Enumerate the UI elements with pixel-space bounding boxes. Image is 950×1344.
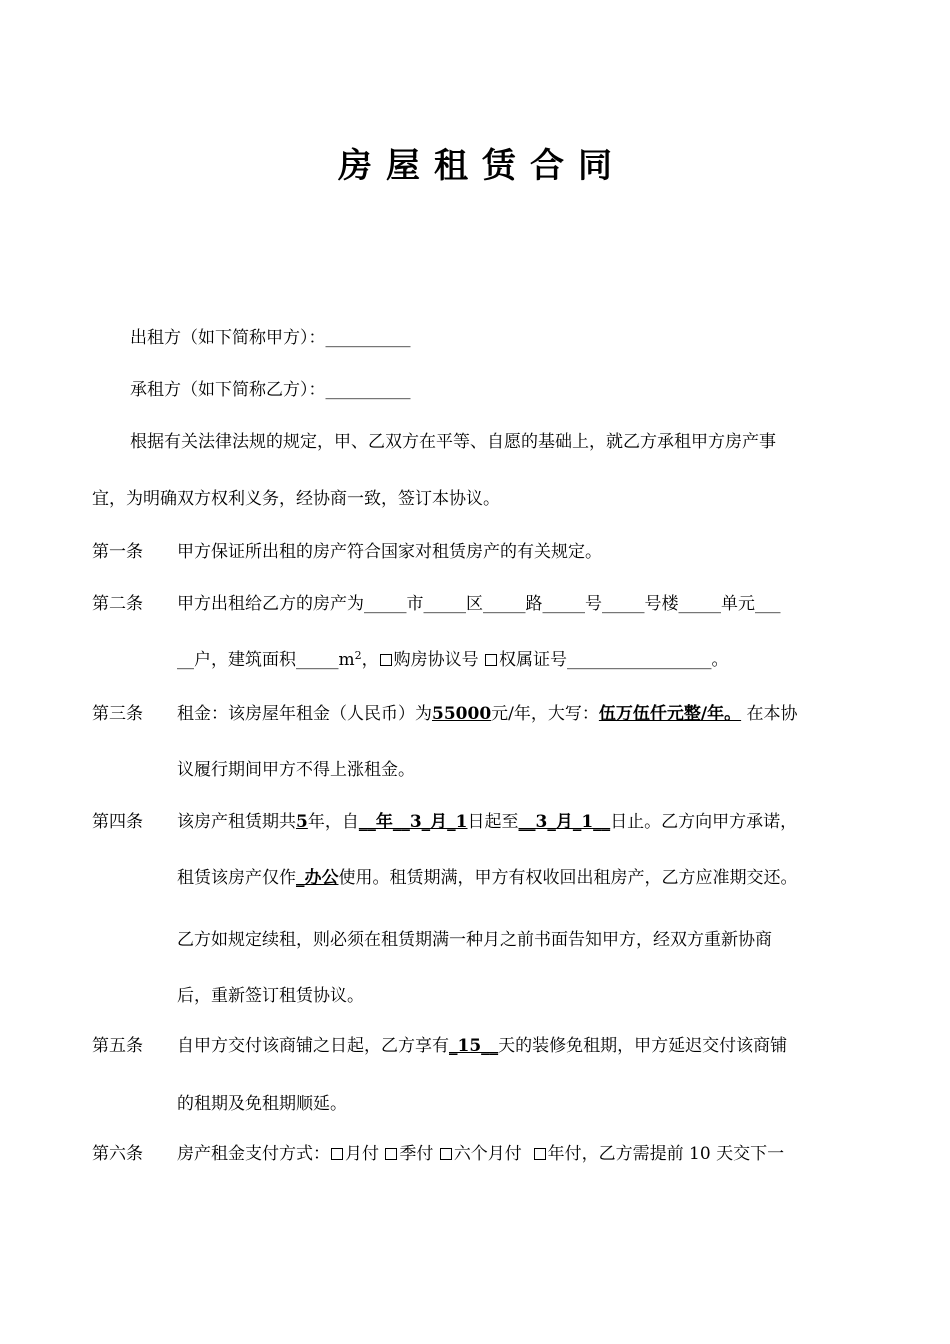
article-6-line-1	[177, 1142, 784, 1166]
article-4-text-c: 日起至	[467, 812, 519, 832]
lease-years: 5	[296, 812, 308, 832]
article-4-line-1	[177, 810, 797, 834]
party-b-label: 承租方（如下简称乙方）：	[130, 380, 326, 400]
checkbox-quarterly[interactable]	[385, 1148, 397, 1160]
party-a-label: 出租方（如下简称甲方）：	[130, 328, 326, 348]
lease-end-date: __3_月_1__	[518, 812, 611, 832]
article-2-comma: ，	[361, 650, 379, 670]
lease-start-date: __年__3_月_1	[358, 812, 468, 832]
article-4-text-b: 年，自	[307, 812, 359, 832]
checkbox-semiannual[interactable]	[440, 1148, 452, 1160]
option-purchase-agreement: 购房协议号	[393, 650, 479, 670]
article-4-text-e: 租赁该房产仅作	[177, 868, 296, 888]
article-3-text-b: 元/年，大写：	[491, 704, 599, 724]
article-1-line-1: 甲方保证所出租的房产符合国家对租赁房产的有关规定。	[177, 542, 602, 562]
checkbox-monthly[interactable]	[331, 1148, 343, 1160]
option-semiannual: 六个月付	[453, 1144, 522, 1164]
article-3-line-1	[177, 702, 798, 726]
article-3-label: 第三条	[92, 704, 143, 724]
option-yearly: 年付，乙方需提前 10 天交下一	[547, 1144, 785, 1164]
preamble-line-1: 根据有关法律法规的规定，甲、乙双方在平等、自愿的基础上，就乙方承租甲方房产事	[130, 432, 776, 452]
rent-free-days: _15__	[449, 1036, 499, 1056]
article-5-line-1	[177, 1034, 787, 1058]
article-4-line-3: 乙方如规定续租，则必须在租赁期满一种月之前书面告知甲方，经双方重新协商	[177, 930, 772, 950]
article-5-label: 第五条	[92, 1036, 143, 1056]
rent-amount: 55000	[432, 704, 492, 724]
article-6-label: 第六条	[92, 1144, 143, 1164]
article-4-label: 第四条	[92, 812, 143, 832]
party-b-blank: __________	[325, 380, 411, 400]
article-4-text-d: 日止。乙方向甲方承诺，	[610, 812, 798, 832]
article-2-area: __户，建筑面积_____m	[177, 650, 355, 670]
party-a-line	[130, 326, 411, 350]
preamble-line-2: 宜，为明确双方权利义务，经协商一致，签订本协议。	[92, 489, 500, 509]
article-2-label: 第二条	[92, 594, 143, 614]
article-5-text-a: 自甲方交付该商铺之日起，乙方享有	[177, 1036, 449, 1056]
article-3-text-a: 租金：该房屋年租金（人民币）为	[177, 704, 432, 724]
lease-usage: _办公	[296, 868, 339, 888]
document-title: 房屋租赁合同	[338, 146, 626, 186]
article-2-line-1: 甲方出租给乙方的房产为_____市_____区_____路_____号_____号楼_____单元___	[177, 594, 781, 614]
article-1-label: 第一条	[92, 542, 143, 562]
article-5-text-b: 天的装修免租期，甲方延迟交付该商铺	[498, 1036, 788, 1056]
checkbox-purchase-agreement[interactable]	[380, 654, 392, 666]
party-a-blank: __________	[325, 328, 411, 348]
article-5-line-2: 的租期及免租期顺延。	[177, 1094, 347, 1114]
article-4-text-a: 该房产租赁期共	[177, 812, 296, 832]
article-2-line-2	[177, 648, 729, 672]
article-4-line-4: 后，重新签订租赁协议。	[177, 986, 364, 1006]
article-4-text-f: 使用。租赁期满，甲方有权收回出租房产，乙方应准期交还。	[338, 868, 798, 888]
checkbox-yearly[interactable]	[534, 1148, 546, 1160]
option-quarterly: 季付	[399, 1144, 434, 1164]
article-3-line-2: 议履行期间甲方不得上涨租金。	[177, 760, 415, 780]
square-superscript: 2	[354, 649, 362, 662]
option-ownership-cert: 权属证号_________________。	[499, 650, 729, 670]
article-4-line-2	[177, 866, 798, 890]
rent-amount-words: 伍万伍仟元整/年。	[598, 704, 742, 724]
option-monthly: 月付	[345, 1144, 379, 1164]
party-b-line	[130, 378, 411, 402]
article-6-text-a: 房产租金支付方式：	[177, 1144, 330, 1164]
checkbox-ownership-cert[interactable]	[485, 654, 497, 666]
article-3-text-c: 在本协	[746, 704, 798, 724]
